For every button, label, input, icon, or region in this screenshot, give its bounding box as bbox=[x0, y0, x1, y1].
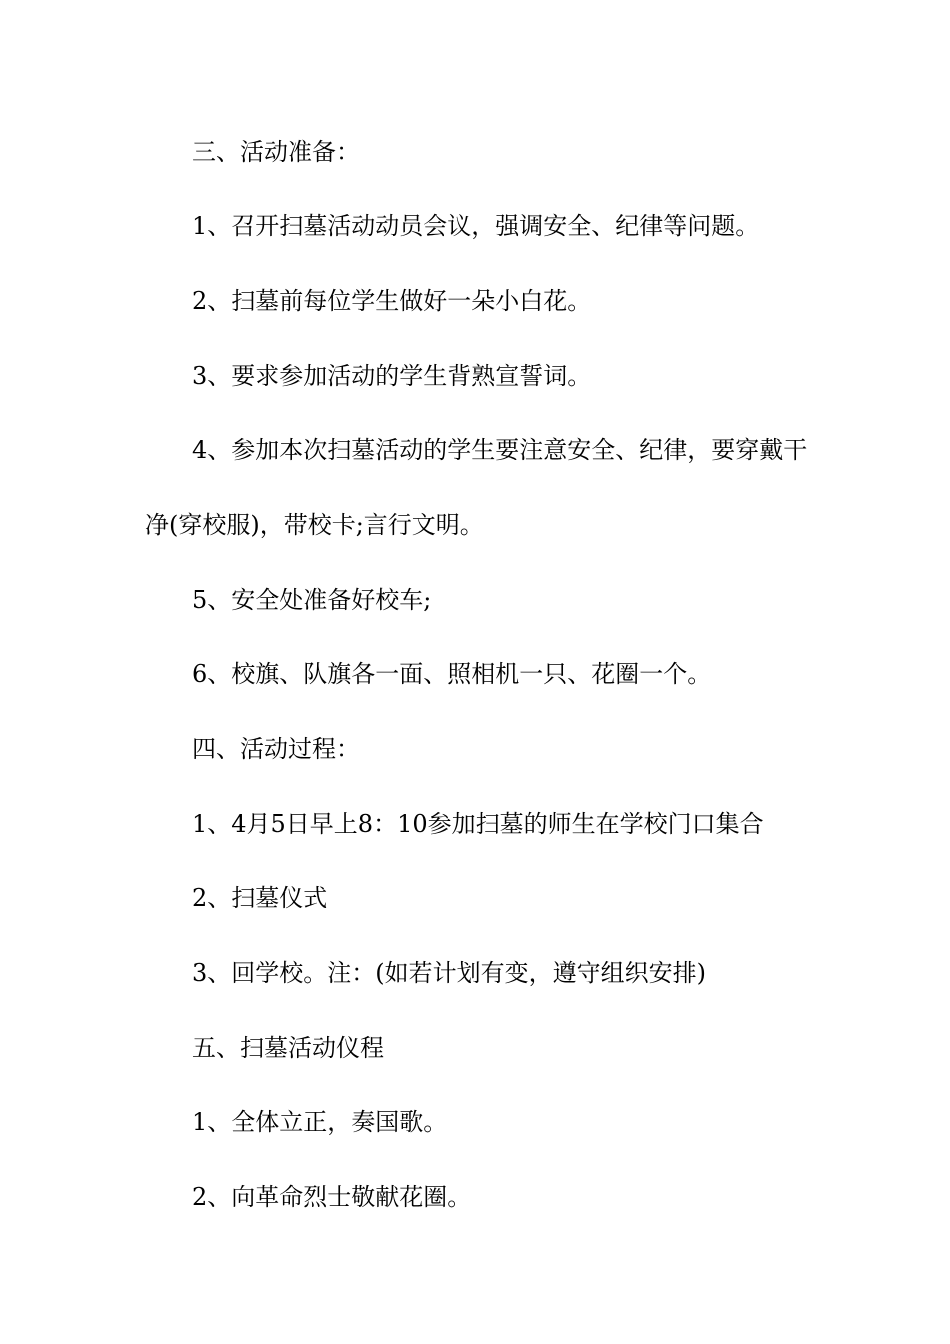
paragraph-item: 1、全体立正，奏国歌。 bbox=[192, 1108, 448, 1136]
paragraph-item: 2、扫墓前每位学生做好一朵小白花。 bbox=[192, 287, 592, 315]
paragraph-item: 1、4月5日早上8：10参加扫墓的师生在学校门口集合 bbox=[192, 810, 764, 838]
paragraph-item: 5、安全处准备好校车; bbox=[192, 586, 432, 614]
section-heading-process: 四、活动过程： bbox=[192, 735, 360, 763]
section-heading-preparation: 三、活动准备： bbox=[192, 138, 360, 166]
paragraph-item: 6、校旗、队旗各一面、照相机一只、花圈一个。 bbox=[192, 660, 712, 688]
section-heading-ceremony: 五、扫墓活动仪程 bbox=[192, 1034, 384, 1062]
paragraph-item: 3、回学校。注：(如若计划有变，遵守组织安排) bbox=[192, 959, 706, 987]
paragraph-item: 1、召开扫墓活动动员会议，强调安全、纪律等问题。 bbox=[192, 212, 760, 240]
paragraph-item: 4、参加本次扫墓活动的学生要注意安全、纪律，要穿戴干 bbox=[192, 436, 808, 464]
paragraph-continuation: 净(穿校服)，带校卡;言行文明。 bbox=[145, 511, 484, 539]
paragraph-item: 3、要求参加活动的学生背熟宣誓词。 bbox=[192, 362, 592, 390]
paragraph-item: 2、向革命烈士敬献花圈。 bbox=[192, 1183, 472, 1211]
paragraph-item: 2、扫墓仪式 bbox=[192, 884, 328, 912]
